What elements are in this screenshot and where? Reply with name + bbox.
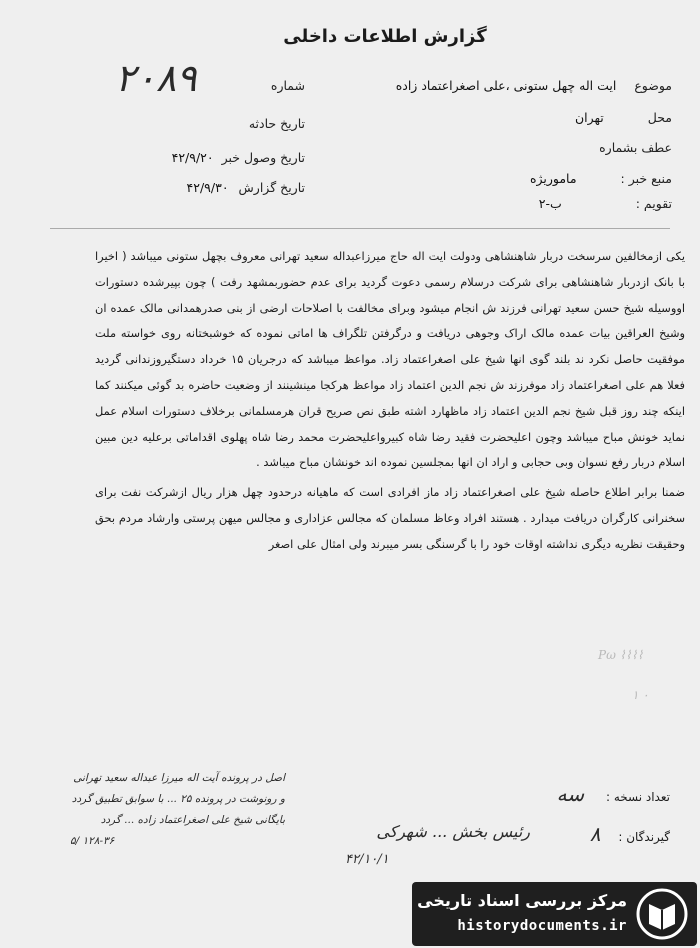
receivers-label: گیرندگان : — [618, 830, 670, 844]
document-title: گزارش اطلاعات داخلی — [283, 26, 487, 47]
place-label: محل — [647, 110, 672, 125]
report-date-field — [187, 180, 305, 195]
archive-logo — [412, 882, 697, 946]
evaluation-label: تقویم : — [635, 196, 672, 211]
body-paragraph-2: ضمنا برابر اطلاع حاصله شیخ علی اصغراعتماد زاد ماز افرادی است که ماهیانه درحدود چهل هزار ریال ازشرکت نفت برای سخنرانی کارگران دریافت میدارد . هستند افراد وعاظ مسلمان که مجالس عزاداری و مجالس میهن پرستی وارشاد مردم بحق وحقیقت نظریه دیگری نداشته اوقات خود را با گرسنگی بسر میبرند ولی امثال علی اصغر — [95, 485, 685, 551]
signature: رئیس بخش ... شهرکی — [376, 822, 530, 841]
note-code: ۱۲۸-۳۶ /۵ — [70, 835, 115, 847]
receivers-field — [590, 822, 670, 846]
received-date-label: تاریخ وصول خبر — [221, 150, 305, 165]
report-date-value: ۴۲/۹/۳۰ — [186, 180, 229, 195]
subject-field — [396, 78, 672, 93]
document-number-handwritten: ۲۰۸۹ — [115, 56, 197, 100]
evaluation-value: ب-۲ — [538, 196, 562, 211]
margin-mark: Ρω ⌇⌇⌇⌇ — [598, 648, 644, 662]
place-value: تهران — [574, 110, 604, 125]
report-body — [95, 244, 685, 558]
source-label: منبع خبر : — [620, 171, 672, 186]
logo-title: مرکز بررسی اسناد تاریخی — [417, 891, 627, 910]
incident-date-label: تاریخ حادثه — [248, 116, 305, 131]
report-date-label: تاریخ گزارش — [238, 180, 305, 195]
signature-date: ۴۲/۱۰/۱ — [345, 852, 389, 867]
receivers-value: ۸ — [589, 822, 601, 846]
subject-label: موضوع — [634, 78, 672, 93]
number-label: شماره — [270, 78, 305, 93]
book-icon — [635, 888, 689, 940]
body-paragraph-1: یکی ازمخالفین سرسخت دربار شاهنشاهی ودولت ایت اله حاج میرزاعبداله سعید تهرانی معروف بچهل ستونی میباشد ( اخیرا با بانک ازدربار شاهنشاهی برای شرکت درسلام رسمی دعوت گردید برای عدم حضوربمشهد رفت ) چون بپیرشده دستورات اووسیله شیخ حسن سعید تهرانی فرزند ش انجام میشود وبرای مخالفت با اصلاحات ارضی از بنی صدرهمدانی مالک عمده ان وشیخ العراقین بیات عمده مالک اراک وجوهی دریافت و درگرفتن تلگراف ها اماتی نموده که خوشبختانه روی خواسته ملت موفقیت حاصل نکرد ند بلند گوی انها شیخ علی اصغراعتماد زاد. مواعظ میباشد که درجریان ۱۵ خرداد دستگیروزندانی گردید فعلا هم علی اصغراعتماد زاد موفرزند ش نجم الدین اعتماد زاد مواعظ هرکجا مینشینند از وضعیت حاضره بد گوئی میکنند کما اینکه چند روز قبل شیخ نجم الدین اعتماد زاد ماظهارد اشته طبق نص صریح قران هرمسلمانی برخلاف دستورات اسلام عمل نماید خونش مباح میباشد وچون اعلیحضرت فقید رضا شاه کبیرواعلیحضرت محمد رضا شاه پهلوی اقداماتی برعلیه دین مبین اسلام دربار رفع نسوان وبی حجابی و اراد ان انها بمجلسین نموده اند خونشان مباح میباشد . — [95, 249, 685, 470]
margin-mark: ٠ ١ — [632, 688, 649, 702]
received-date-value: ۴۲/۹/۲۰ — [171, 150, 214, 165]
note-line: و رونوشت در پرونده ۲۵ ... با سوابق تطبیق گردد — [71, 793, 285, 805]
evaluation-field — [539, 196, 672, 211]
note-line: اصل در پرونده آیت اله میرزا عبداله سعید تهرانی — [73, 772, 285, 784]
divider — [50, 228, 670, 229]
received-date-field — [172, 150, 305, 165]
ref-field — [585, 140, 672, 155]
ref-label: عطف بشماره — [599, 140, 672, 155]
place-field — [575, 110, 672, 125]
subject-value: ایت اله چهل ستونی ،علی اصغراعتماد زاده — [395, 78, 617, 93]
handwritten-notes — [30, 768, 285, 852]
incident-date-field — [235, 116, 305, 131]
note-line: بایگانی شیخ علی اصغراعتماد زاده ... گردد — [100, 814, 285, 826]
logo-url: historydocuments.ir — [457, 918, 627, 934]
number-field — [271, 78, 305, 93]
source-field — [530, 171, 672, 186]
source-value: ماموریژه — [529, 171, 577, 186]
copies-field — [557, 782, 670, 806]
copies-label: تعداد نسخه : — [605, 790, 670, 804]
copies-value: سه — [556, 782, 585, 806]
